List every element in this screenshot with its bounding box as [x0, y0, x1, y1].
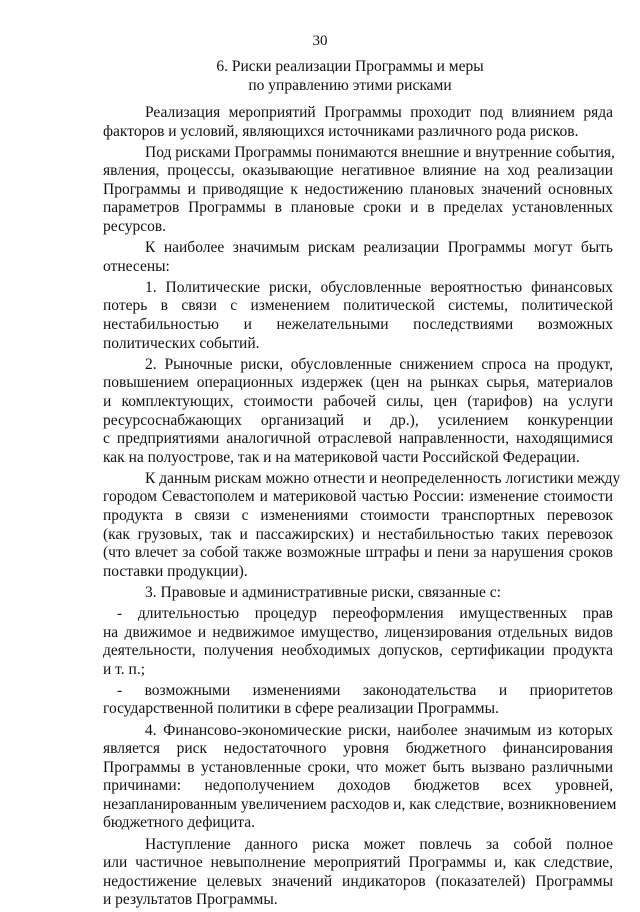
paragraph — [103, 836, 613, 910]
paragraph-line: 4. Финансово-экономические риски, наиболее значимым из которых — [145, 721, 613, 739]
paragraph-line: является риск недостаточного уровня бюджетного финансирования — [103, 740, 613, 758]
section-heading-line: по управлению этими рисками — [248, 77, 452, 94]
paragraph-line: Программы и приводящие к недостижению плановых значений основных — [103, 180, 613, 198]
paragraph-line: поставки продукции). — [103, 562, 248, 580]
paragraph-line: ресурсов. — [103, 218, 167, 236]
paragraph-line: деятельности, получения необходимых допусков, сертификации продукта — [103, 642, 613, 660]
paragraph-line: Под рисками Программы понимаются внешние и внутренние события, — [145, 143, 615, 161]
paragraph — [103, 144, 613, 237]
section-heading — [100, 57, 600, 95]
paragraph-line: недостижение целевых значений индикаторов (показателей) Программы — [103, 872, 613, 890]
paragraph-line: как на полуострове, так и на материковой части Российской Федерации. — [103, 448, 580, 466]
paragraph-line: причинами: недополучением доходов бюджетов всех уровней, — [103, 777, 613, 795]
paragraph-line: (как грузовых, так и пассажирских) и нестабильностью таких перевозок — [103, 525, 613, 543]
paragraph — [103, 469, 621, 582]
paragraph-line: на движимое и недвижимое имущество, лицензирования отдельных видов — [103, 623, 613, 641]
paragraph — [103, 682, 613, 719]
paragraph-line: и комплектующих, стоимости рабочей силы, цен (тарифов) на услуги — [103, 392, 613, 410]
paragraph-line: и т. п.; — [103, 660, 146, 678]
page-number: 30 — [312, 33, 328, 49]
paragraph — [103, 239, 613, 276]
paragraph-line: Программы в установленные сроки, что может быть вызвано различными — [103, 758, 613, 776]
paragraph — [103, 584, 613, 603]
paragraph — [103, 104, 613, 141]
paragraph-line: и результатов Программы. — [103, 891, 278, 909]
paragraph-line: Реализация мероприятий Программы проходит под влиянием ряда — [145, 104, 613, 121]
paragraph — [103, 279, 613, 353]
paragraph-line: бюджетного дефицита. — [103, 814, 255, 832]
paragraph-line: факторов и условий, являющихся источниками различного рода рисков. — [103, 122, 579, 140]
paragraph-line: государственной политики в сфере реализации Программы. — [103, 700, 499, 718]
paragraph-line: (что влечет за собой также возможные штрафы и пени за нарушения сроков — [103, 544, 613, 562]
paragraph-line: - возможными изменениями законодательства и приоритетов — [117, 681, 613, 699]
paragraph — [103, 721, 617, 834]
paragraph — [103, 605, 613, 679]
document-body — [103, 104, 621, 912]
paragraph-line: повышением операционных издержек (цен на рынках сырья, материалов — [103, 374, 613, 392]
paragraph-line: - длительностью процедур переоформления имущественных прав — [117, 604, 613, 622]
paragraph-line: К наиболее значимым рискам реализации Программы могут быть — [145, 239, 613, 257]
paragraph-line: политических событий. — [103, 334, 260, 352]
paragraph-line: нестабильностью и нежелательными последствиями возможных — [103, 316, 613, 334]
paragraph-line: с предприятиями аналогичной отраслевой направленности, находящимися — [103, 430, 613, 448]
paragraph-line: Наступление данного риска может повлечь за собой полное — [145, 835, 613, 853]
paragraph-line: 2. Рыночные риски, обусловленные снижением спроса на продукт, — [145, 355, 613, 373]
paragraph-line: потерь в связи с изменением политической системы, политической — [103, 297, 613, 315]
paragraph-line: продукта в связи с изменениями стоимости транспортных перевозок — [103, 506, 613, 524]
paragraph-line: отнесены: — [103, 257, 170, 275]
paragraph-line: параметров Программы в плановые сроки и в пределах установленных — [103, 199, 613, 217]
paragraph-line: 3. Правовые и административные риски, связанные с: — [145, 583, 501, 601]
paragraph-line: явления, процессы, оказывающие негативное влияние на ход реализации — [103, 162, 613, 180]
paragraph-line: 1. Политические риски, обусловленные вероятностью финансовых — [145, 278, 613, 296]
paragraph-line: незапланированным увеличением расходов и, как следствие, возникновением — [103, 795, 617, 813]
paragraph-line: или частичное невыполнение мероприятий Программы и, как следствие, — [103, 854, 613, 872]
section-heading-line: 6. Риски реализации Программы и меры — [216, 58, 484, 75]
paragraph-line: К данным рискам можно отнести и неопределенность логистики между — [145, 469, 621, 487]
paragraph — [103, 356, 613, 468]
paragraph-line: ресурсоснабжающих организаций и др.), усилением конкуренции — [103, 411, 613, 429]
paragraph-line: городом Севастополем и материковой частью России: изменение стоимости — [103, 488, 613, 506]
